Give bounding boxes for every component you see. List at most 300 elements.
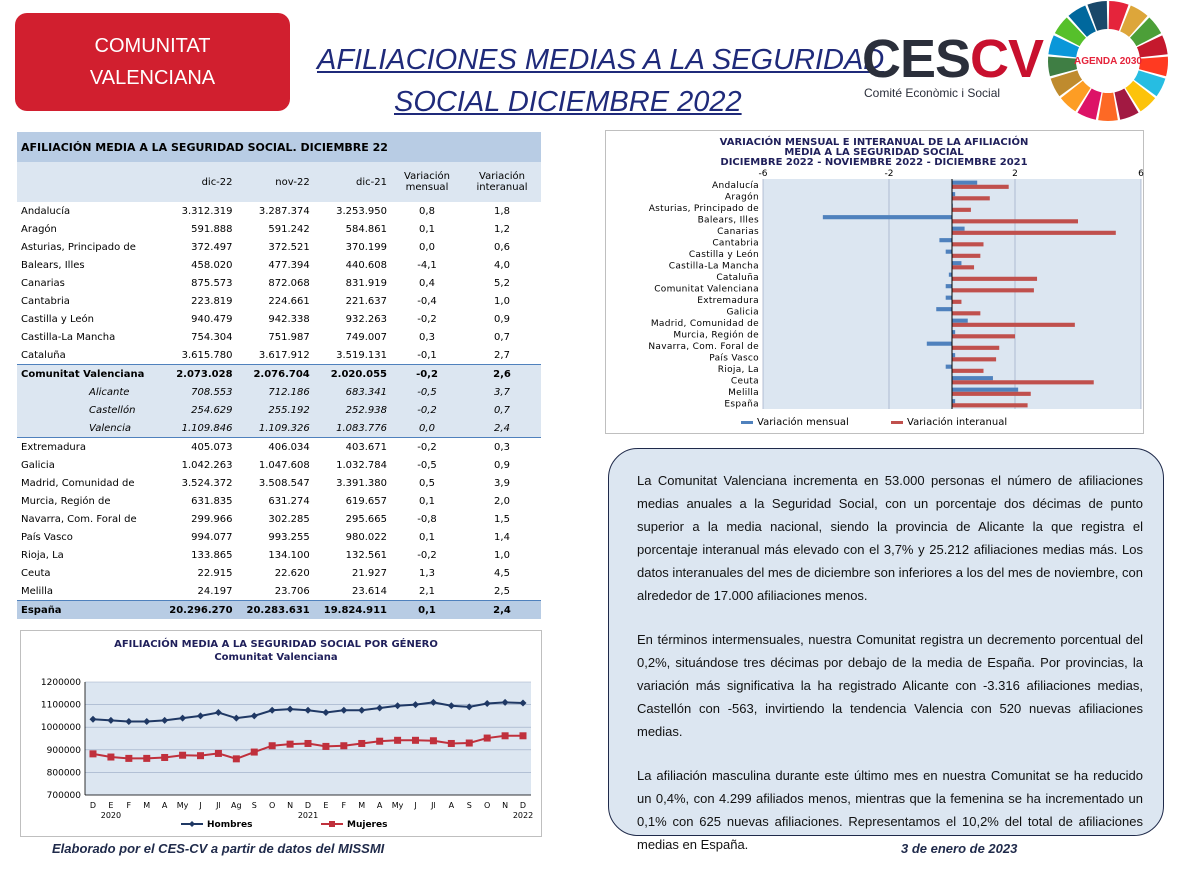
table-cell: 440.608 <box>345 259 387 271</box>
table-cell: 295.665 <box>345 513 387 525</box>
data-point <box>179 752 186 759</box>
legend-marker <box>189 821 195 827</box>
table-cell: 406.034 <box>237 438 314 457</box>
data-point <box>215 750 222 757</box>
table-cell: 23.614 <box>352 585 387 597</box>
bar-mensual <box>952 388 1018 392</box>
line-chart-svg <box>21 631 541 836</box>
data-point <box>107 754 114 761</box>
x-tick-label: N <box>502 801 509 810</box>
x-tick-label: M <box>358 801 366 810</box>
row-label: País Vasco <box>21 531 73 543</box>
table-row <box>17 401 541 419</box>
table-cell: 372.521 <box>268 241 310 253</box>
table-row <box>17 474 541 492</box>
x-tick-label: -2 <box>884 169 894 179</box>
x-tick-label: Ag <box>231 801 242 810</box>
table-cell: 1,2 <box>494 223 510 235</box>
table-row <box>17 365 541 384</box>
bar-mensual <box>823 215 952 219</box>
bar-interanual <box>952 265 974 269</box>
category-label: Aragón <box>724 192 759 203</box>
table-cell: 3,9 <box>494 477 510 489</box>
bar-interanual <box>952 242 984 246</box>
col-header: Variación interanual <box>463 162 541 202</box>
category-label: Cataluña <box>716 272 759 283</box>
table-cell: 754.304 <box>191 331 233 343</box>
wheel-segment <box>1098 93 1118 121</box>
category-label: Cantabria <box>712 238 759 249</box>
row-label: Navarra, Com. Foral de <box>21 513 137 525</box>
year-label: 2020 <box>100 811 122 820</box>
table-cell: -0,2 <box>417 549 437 561</box>
data-point <box>197 752 204 759</box>
year-label: 2022 <box>512 811 534 820</box>
line-chart-subtitle: Comunitat Valenciana <box>214 652 338 663</box>
x-tick-label: -6 <box>758 169 768 179</box>
bar-interanual <box>952 196 990 200</box>
x-tick-label: 6 <box>1138 169 1144 179</box>
x-tick-label: A <box>448 801 455 810</box>
table-row <box>17 528 541 546</box>
plot-area <box>85 682 531 795</box>
x-tick-label: Jl <box>216 801 221 810</box>
table-row <box>17 456 541 474</box>
x-tick-label: M <box>143 801 151 810</box>
y-tick-label: 1000000 <box>40 723 81 734</box>
table-row <box>17 546 541 564</box>
table-cell: 591.242 <box>268 223 310 235</box>
bar-interanual <box>952 208 971 212</box>
bar-interanual <box>952 277 1037 281</box>
table-cell: 372.497 <box>191 241 233 253</box>
table-cell: -0,4 <box>417 295 437 307</box>
data-point <box>340 742 347 749</box>
bar-interanual <box>952 403 1028 407</box>
table-cell: 1.047.608 <box>258 459 310 471</box>
category-label: Canarias <box>717 226 759 237</box>
table-row <box>17 383 541 401</box>
x-tick-label: A <box>376 801 383 810</box>
row-label: Galicia <box>21 459 55 471</box>
table-cell: 458.020 <box>191 259 233 271</box>
category-label: Asturias, Principado de <box>648 203 759 214</box>
table-row <box>17 256 541 274</box>
table-cell: 0,7 <box>494 331 510 343</box>
table-cell: 0,1 <box>391 601 463 620</box>
table-cell: 3.508.547 <box>258 477 310 489</box>
table-cell: 3.253.950 <box>336 205 387 217</box>
row-label: Castilla y León <box>21 313 94 325</box>
table-cell: 299.966 <box>191 513 233 525</box>
row-label: Cantabria <box>21 295 70 307</box>
table-cell: -0,8 <box>417 513 437 525</box>
row-label: Aragón <box>21 223 57 235</box>
table-cell: 21.927 <box>352 567 387 579</box>
category-label: Rioja, La <box>717 364 759 375</box>
category-label: Balears, Illes <box>697 215 759 226</box>
table-row <box>17 564 541 582</box>
year-label: 2021 <box>297 811 319 820</box>
table-cell: 20.296.270 <box>159 601 236 620</box>
row-label: Comunitat Valenciana <box>17 365 159 384</box>
table-row <box>17 346 541 365</box>
table-cell: -0,2 <box>391 401 463 419</box>
data-point <box>161 754 168 761</box>
table-cell: 1.042.263 <box>181 459 233 471</box>
table-cell: 932.263 <box>345 313 387 325</box>
table-row <box>17 419 541 438</box>
table-cell: 302.285 <box>268 513 310 525</box>
table-header-row <box>17 162 541 202</box>
table-cell: 224.661 <box>268 295 310 307</box>
table-cell: 2.076.704 <box>237 365 314 384</box>
legend-swatch <box>741 421 753 424</box>
table-cell: -0,5 <box>391 383 463 401</box>
table-cell: 940.479 <box>191 313 233 325</box>
bar-interanual <box>952 231 1116 235</box>
x-tick-label: A <box>161 801 168 810</box>
bar-interanual <box>952 380 1094 384</box>
table-cell: 403.671 <box>314 438 391 457</box>
region-badge <box>15 13 290 111</box>
x-tick-label: D <box>89 801 97 810</box>
bar-chart-title: MEDIA A LA SEGURIDAD SOCIAL <box>784 147 964 158</box>
x-tick-label: J <box>199 801 202 810</box>
data-point <box>305 740 312 747</box>
col-header: dic-21 <box>314 162 391 202</box>
table-cell: 2,4 <box>463 601 541 620</box>
category-label: Castilla-La Mancha <box>668 261 759 272</box>
table-cell: 0,1 <box>419 495 435 507</box>
data-point <box>251 749 258 756</box>
bar-interanual <box>952 357 996 361</box>
bar-mensual <box>946 250 952 254</box>
data-point <box>90 750 97 757</box>
table-row <box>17 292 541 310</box>
table-cell: 1.032.784 <box>336 459 387 471</box>
table-cell: 370.199 <box>345 241 387 253</box>
table-cell: 631.274 <box>268 495 310 507</box>
table-cell: 683.341 <box>314 383 391 401</box>
table-cell: -4,1 <box>417 259 437 271</box>
table-cell: 0,3 <box>463 438 541 457</box>
agenda-2030-wheel-icon <box>1038 0 1178 122</box>
table-cell: 875.573 <box>191 277 233 289</box>
row-label: Canarias <box>21 277 65 289</box>
table-cell: 254.629 <box>159 401 236 419</box>
bar-chart-title: VARIACIÓN MENSUAL E INTERANUAL DE LA AFILIACIÓN <box>719 137 1029 148</box>
bar-mensual <box>946 365 952 369</box>
table-cell: 0,1 <box>419 223 435 235</box>
row-label: Asturias, Principado de <box>21 241 136 253</box>
row-label: Castilla-La Mancha <box>21 331 116 343</box>
x-tick-label: J <box>414 801 417 810</box>
table-cell: 0,6 <box>494 241 510 253</box>
table-cell: 3.287.374 <box>258 205 310 217</box>
table-cell: 19.824.911 <box>314 601 391 620</box>
row-label: España <box>17 601 159 620</box>
category-label: Murcia, Región de <box>673 330 759 341</box>
y-tick-label: 900000 <box>46 745 81 756</box>
table-cell: 0,7 <box>463 401 541 419</box>
table-row <box>17 492 541 510</box>
table-cell: 980.022 <box>345 531 387 543</box>
logo-part1: CES <box>862 29 971 89</box>
row-label: Ceuta <box>21 567 51 579</box>
legend-label: Variación interanual <box>907 417 1008 428</box>
bar-mensual <box>952 261 961 265</box>
table-cell: 0,5 <box>419 477 435 489</box>
table-cell: 3.519.131 <box>336 349 387 361</box>
data-point <box>358 740 365 747</box>
data-point <box>322 743 329 750</box>
table-row <box>17 510 541 528</box>
x-tick-label: E <box>108 801 114 810</box>
col-header: Variación mensual <box>391 162 463 202</box>
table-cell: 133.865 <box>191 549 233 561</box>
bar-interanual <box>952 219 1078 223</box>
table-cell: -0,2 <box>391 438 463 457</box>
table-cell: 1.083.776 <box>314 419 391 438</box>
table-cell: 0,4 <box>419 277 435 289</box>
table-row <box>17 310 541 328</box>
data-point <box>502 732 509 739</box>
x-tick-label: F <box>341 801 347 810</box>
region-badge-line2: VALENCIANA <box>89 67 216 89</box>
table-cell: 22.620 <box>274 567 310 579</box>
category-label: Navarra, Com. Foral de <box>648 341 759 352</box>
table-title: AFILIACIÓN MEDIA A LA SEGURIDAD SOCIAL. DICIEMBRE 22 <box>17 132 541 162</box>
x-tick-label: D <box>304 801 312 810</box>
data-point <box>287 741 294 748</box>
table-cell: 477.394 <box>268 259 310 271</box>
category-label: Madrid, Comunidad de <box>650 318 759 329</box>
bar-interanual <box>952 323 1075 327</box>
category-label: Comunitat Valenciana <box>654 284 759 295</box>
data-point <box>484 735 491 742</box>
x-tick-label: E <box>323 801 329 810</box>
bar-interanual <box>952 254 980 258</box>
table-cell: 221.637 <box>345 295 387 307</box>
row-label: Melilla <box>21 585 54 597</box>
table-cell: 751.987 <box>268 331 310 343</box>
bar-mensual <box>952 181 977 185</box>
table-cell: 2,1 <box>419 585 435 597</box>
bar-mensual <box>952 319 968 323</box>
table-cell: 631.835 <box>191 495 233 507</box>
row-label: Madrid, Comunidad de <box>21 477 135 489</box>
data-point <box>412 737 419 744</box>
table-cell: 2.020.055 <box>314 365 391 384</box>
legend-label: Hombres <box>207 820 253 830</box>
line-chart-title: AFILIACIÓN MEDIA A LA SEGURIDAD SOCIAL POR GÉNERO <box>114 639 438 650</box>
variation-bar-chart <box>605 130 1144 434</box>
bar-interanual <box>952 392 1031 396</box>
y-tick-label: 1200000 <box>40 678 81 688</box>
data-point <box>466 740 473 747</box>
table-cell: 2,6 <box>463 365 541 384</box>
table-cell: 708.553 <box>159 383 236 401</box>
table-cell: 1,4 <box>494 531 510 543</box>
table-cell: 132.561 <box>345 549 387 561</box>
table-cell: 2.073.028 <box>159 365 236 384</box>
bar-interanual <box>952 369 984 373</box>
x-tick-label: S <box>466 801 472 810</box>
table-cell: 0,0 <box>419 241 435 253</box>
table-cell: -0,2 <box>417 313 437 325</box>
category-label: Ceuta <box>730 376 759 387</box>
table-cell: 0,1 <box>419 531 435 543</box>
category-label: España <box>724 399 759 410</box>
data-point <box>269 742 276 749</box>
x-tick-label: F <box>126 801 132 810</box>
table-cell: 619.657 <box>345 495 387 507</box>
table-cell: 223.819 <box>191 295 233 307</box>
bar-interanual <box>952 185 1009 189</box>
table-cell: 0,8 <box>419 205 435 217</box>
table-cell: 3.617.912 <box>258 349 310 361</box>
bar-mensual <box>952 227 965 231</box>
summary-paragraph-2: En términos intermensuales, nuestra Comunitat registra un decremento porcentual del 0,2%, situándose tres décimas por debajo de la media de España. Por provincias, la variación más significativa la ha registrado Alicante con -3.316 afiliaciones medias, Castellón con -563, invirtiendo la tendencia Valencia con 520 nuevas afiliaciones medias. <box>637 632 1143 739</box>
affiliation-table <box>17 132 541 619</box>
table-cell: 0,9 <box>494 459 510 471</box>
y-tick-label: 1100000 <box>40 700 81 711</box>
table-cell: 405.073 <box>159 438 236 457</box>
row-label: Alicante <box>17 383 159 401</box>
col-header: dic-22 <box>159 162 236 202</box>
table-row <box>17 438 541 457</box>
bar-mensual <box>952 376 993 380</box>
table-cell: 1.109.326 <box>237 419 314 438</box>
table-cell: 134.100 <box>268 549 310 561</box>
data-point <box>430 737 437 744</box>
source-note: Elaborado por el CES-CV a partir de datos del MISSMI <box>52 841 385 856</box>
x-tick-label: My <box>391 801 404 810</box>
table-cell: 5,2 <box>494 277 510 289</box>
category-label: Melilla <box>728 387 759 398</box>
table-cell: 749.007 <box>345 331 387 343</box>
table-cell: 994.077 <box>191 531 233 543</box>
table-cell: 22.915 <box>197 567 233 579</box>
legend-swatch <box>891 421 903 424</box>
table-cell: 4,0 <box>494 259 510 271</box>
category-label: Castilla y León <box>688 249 759 260</box>
table-cell: 712.186 <box>237 383 314 401</box>
table-cell: 1,5 <box>494 513 510 525</box>
data-point <box>394 737 401 744</box>
region-badge-line1: COMUNITAT <box>94 35 211 57</box>
x-tick-label: Jl <box>431 801 436 810</box>
table-cell: 872.068 <box>268 277 310 289</box>
table-cell: 2,4 <box>463 419 541 438</box>
category-label: Andalucía <box>712 180 759 191</box>
x-tick-label: D <box>519 801 527 810</box>
table-cell: 1,3 <box>419 567 435 579</box>
x-tick-label: O <box>269 801 276 810</box>
table-row <box>17 582 541 601</box>
data-point <box>376 738 383 745</box>
table-row <box>17 238 541 256</box>
data-point <box>143 755 150 762</box>
data-point <box>233 755 240 762</box>
legend-label: Variación mensual <box>757 417 849 428</box>
table-row <box>17 202 541 220</box>
summary-paragraph-1: La Comunitat Valenciana incrementa en 53.000 personas el número de afiliaciones medias anuales a la Seguridad Social, con un porcentaje dos décimas de punto superior a la media nacional, siendo la provincia de Alicante la que registra el porcentaje interanual más elevado con el 3,7% y 25.212 afiliaciones medias más. Los datos interanuales del mes de diciembre son inferiores a los del mes de noviembre, con alrededor de 17.000 afiliaciones menos. <box>637 473 1143 603</box>
col-header: nov-22 <box>237 162 314 202</box>
table-cell: 1,0 <box>494 295 510 307</box>
data-point <box>125 755 132 762</box>
table-cell: 23.706 <box>274 585 310 597</box>
category-label: Extremadura <box>697 295 759 306</box>
table-cell: 3.524.372 <box>181 477 233 489</box>
data-point <box>448 740 455 747</box>
row-label: Extremadura <box>17 438 159 457</box>
table-cell: -0,1 <box>417 349 437 361</box>
table-row <box>17 274 541 292</box>
x-tick-label: S <box>251 801 257 810</box>
bar-chart-title: DICIEMBRE 2022 - NOVIEMBRE 2022 - DICIEMBRE 2021 <box>720 157 1028 168</box>
data-point <box>520 732 527 739</box>
legend-label: Mujeres <box>347 820 388 830</box>
row-label: Andalucía <box>21 205 71 217</box>
table-cell: 3.312.319 <box>181 205 233 217</box>
bar-mensual <box>927 342 952 346</box>
category-label: Galicia <box>726 307 759 318</box>
row-label: Rioja, La <box>21 549 64 561</box>
cescv-logo <box>862 29 1044 89</box>
table-cell: 3.391.380 <box>336 477 387 489</box>
bar-interanual <box>952 300 961 304</box>
row-label: Cataluña <box>21 349 66 361</box>
page-title-line1: AFILIACIONES MEDIAS A LA SEGURIDAD <box>317 44 885 76</box>
summary-paragraph-3: La afiliación masculina durante este último mes en nuestra Comunitat se ha reducido un 0,4%, con 4.299 afiliados menos, mientras que la femenina se ha incrementado un 0,1% con 625 nuevas afiliaciones. Representamos el 10,2% del total de afiliaciones medias en España. <box>637 768 1143 852</box>
table-cell: 591.888 <box>191 223 233 235</box>
bar-mensual <box>936 307 952 311</box>
table-cell: -0,5 <box>417 459 437 471</box>
row-label: Valencia <box>17 419 159 438</box>
table-cell: 0,0 <box>391 419 463 438</box>
date-note: 3 de enero de 2023 <box>901 841 1018 856</box>
table-row <box>17 601 541 620</box>
table-cell: 20.283.631 <box>237 601 314 620</box>
bar-chart-svg <box>606 131 1143 433</box>
table-cell: 1,0 <box>494 549 510 561</box>
y-tick-label: 700000 <box>46 791 81 801</box>
table-cell: 1.109.846 <box>159 419 236 438</box>
table-cell: 0,9 <box>494 313 510 325</box>
logo-part2: CV <box>970 29 1044 89</box>
y-tick-label: 800000 <box>46 768 81 779</box>
table-cell: 3,7 <box>463 383 541 401</box>
table-cell: 993.255 <box>268 531 310 543</box>
table-cell: 24.197 <box>197 585 233 597</box>
gender-line-chart <box>20 630 542 837</box>
table-cell: 2,5 <box>494 585 510 597</box>
table-cell: 3.615.780 <box>181 349 233 361</box>
agenda-label: AGENDA 2030 <box>1074 56 1142 67</box>
table-cell: 2,0 <box>494 495 510 507</box>
bar-interanual <box>952 334 1015 338</box>
page-title-line2: SOCIAL DICIEMBRE 2022 <box>394 86 742 118</box>
row-label: Balears, Illes <box>21 259 85 271</box>
x-tick-label: N <box>287 801 294 810</box>
category-label: País Vasco <box>709 353 759 364</box>
table-cell: 255.192 <box>237 401 314 419</box>
table-cell: 942.338 <box>268 313 310 325</box>
table-cell: -0,2 <box>391 365 463 384</box>
row-label: Castellón <box>17 401 159 419</box>
